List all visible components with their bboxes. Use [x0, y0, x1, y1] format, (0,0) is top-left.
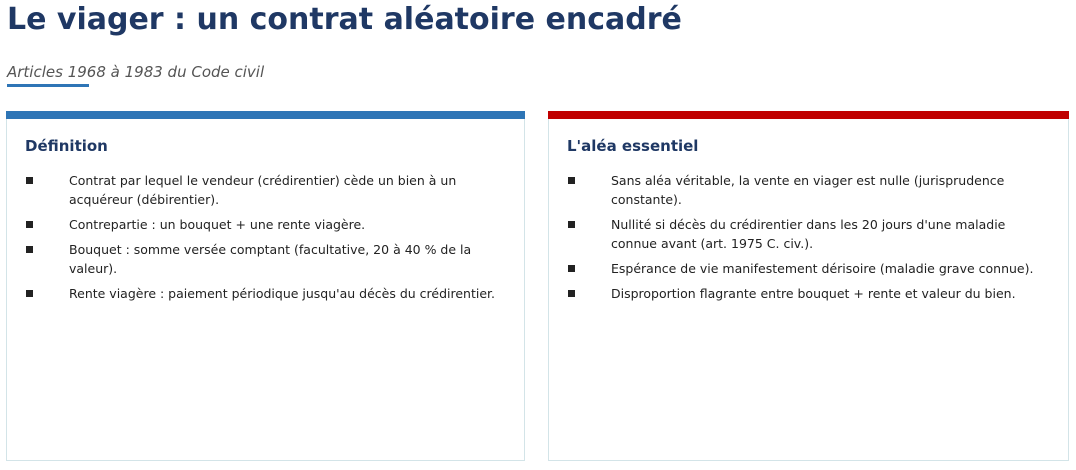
square-bullet-icon: [26, 290, 33, 297]
square-bullet-icon: [26, 246, 33, 253]
list-item-text: Nullité si décès du crédirentier dans les 20 jours d'une maladie connue avant (art. 1975 C. civ.).: [611, 217, 1006, 251]
square-bullet-icon: [568, 177, 575, 184]
square-bullet-icon: [26, 177, 33, 184]
card-list: [567, 171, 1047, 309]
list-item: [567, 215, 1047, 253]
square-bullet-icon: [26, 221, 33, 228]
page-title: Le viager : un contrat aléatoire encadré: [7, 2, 682, 37]
list-item: [25, 240, 505, 278]
card-accent-bar: [6, 111, 525, 119]
list-item-text: Rente viagère : paiement périodique jusqu'au décès du crédirentier.: [69, 286, 496, 301]
subtitle-underline: [7, 84, 89, 87]
card-title: Définition: [25, 137, 108, 155]
definition-card: [6, 111, 525, 461]
list-item-text: Contrat par lequel le vendeur (crédirentier) cède un bien à un acquéreur (débirentier).: [69, 173, 457, 207]
list-item: [567, 284, 1047, 303]
square-bullet-icon: [568, 265, 575, 272]
card-list: [25, 171, 505, 309]
list-item-text: Sans aléa véritable, la vente en viager est nulle (jurisprudence constante).: [611, 173, 1005, 207]
card-title: L'aléa essentiel: [567, 137, 699, 155]
alea-card: [548, 111, 1069, 461]
list-item: [25, 284, 505, 303]
list-item: [25, 215, 505, 234]
list-item-text: Disproportion flagrante entre bouquet + rente et valeur du bien.: [611, 286, 1016, 301]
list-item: [25, 171, 505, 209]
list-item: [567, 259, 1047, 278]
square-bullet-icon: [568, 221, 575, 228]
square-bullet-icon: [568, 290, 575, 297]
list-item-text: Contrepartie : un bouquet + une rente viagère.: [69, 217, 366, 232]
page-subtitle: Articles 1968 à 1983 du Code civil: [7, 63, 265, 81]
list-item: [567, 171, 1047, 209]
list-item-text: Bouquet : somme versée comptant (facultative, 20 à 40 % de la valeur).: [69, 242, 472, 276]
list-item-text: Espérance de vie manifestement dérisoire (maladie grave connue).: [611, 261, 1034, 276]
card-accent-bar: [548, 111, 1069, 119]
